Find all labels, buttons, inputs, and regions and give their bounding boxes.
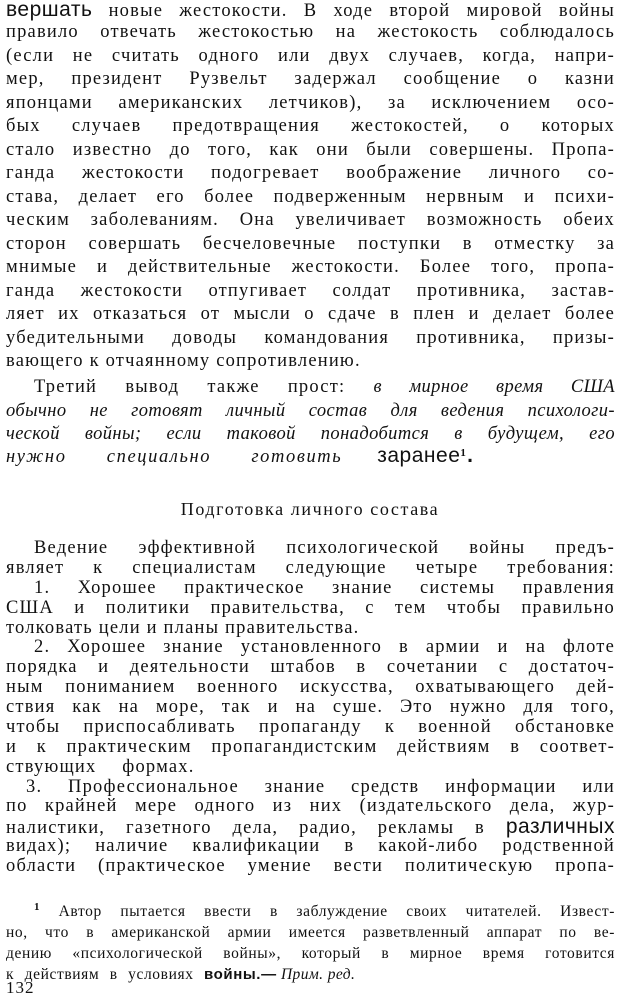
footnote-text: Автор пытается ввести в заблуждение своих читателей. Извест- <box>40 903 615 920</box>
text-line: бых случаев предотвращения жестокостей, о которых <box>6 116 615 136</box>
emphasis-word: различных <box>505 815 615 838</box>
conclusion-italic-text: нужно специально готовить <box>6 447 343 467</box>
text-line: 3. Профессиональное знание средств информации или <box>26 777 615 797</box>
text-line: Ведение эффективной психологической войны предъ- <box>34 538 615 558</box>
period: . <box>467 444 474 467</box>
footnote-bold-text: войны.— <box>204 966 277 983</box>
footnote-line <box>6 965 615 985</box>
text-line: (если не считать одного или двух случаев, когда, напри- <box>6 46 615 66</box>
conclusion-line: обычно не готовят личный состав для ведения психологи- <box>6 401 615 421</box>
text-line: США и политики правительства, с тем чтобы правильно <box>6 598 615 618</box>
text-line: по крайней мере одного из них (издательского дела, жур- <box>6 796 615 816</box>
text-line: японцами американских летчиков), за исключением осо- <box>6 93 615 113</box>
text-line: ляет их отказаться от мысли о сдаче в плен и делает более <box>6 304 615 324</box>
text-line: 1. Хорошее практическое знание системы правления <box>34 578 615 598</box>
footnote-line <box>34 902 615 922</box>
conclusion-normal-text: Третий вывод также прост: <box>34 377 346 397</box>
text-line: ческим заболеваниям. Она увеличивает возможность обеих <box>6 210 615 230</box>
text-line: области (практическое умение вести политическую пропа- <box>6 856 615 876</box>
text-line: и к практическим пропагандистским действиям в соответ- <box>6 737 615 757</box>
text-content: налистики, газетного дела, радио, рекламы в <box>6 818 485 838</box>
text-line: сторон совершать бесчеловечные поступки в отместку за <box>6 234 615 254</box>
conclusion-line: ческой войны; если таковой понадобится в будущем, его <box>6 424 615 444</box>
conclusion-italic-text: в мирное время США <box>373 377 615 397</box>
text-line: являет к специалистам следующие четыре требования: <box>6 558 615 578</box>
text-line: мнимые и действительные жестокости. Более того, пропа- <box>6 257 615 277</box>
page-number: 132 <box>6 978 35 997</box>
text-line: толковать цели и планы правительства. <box>6 618 360 638</box>
footnote-line: но, что в американской армии имеется разветвленный аппарат по ве- <box>6 924 615 941</box>
text-line: чтобы приспосабливать пропаганду к военной обстановке <box>6 717 615 737</box>
text-line: ствующих формах. <box>6 757 195 777</box>
text-line: ганда жестокости отпугивает солдат противника, застав- <box>6 281 615 301</box>
text-line: видах); наличие квалификации в какой-либо родственной <box>6 836 615 856</box>
text-line: става, делает его более подверженным нервным и психи- <box>6 187 615 207</box>
text-line: порядка и деятельности штабов в сочетании с достаточ- <box>6 657 615 677</box>
footnote-text: к действиям в условиях <box>6 966 205 983</box>
text-line: стало известно до того, как они были совершены. Пропа- <box>6 140 615 160</box>
footnote-marker: 1 <box>34 901 41 913</box>
footnote-line: дению «психологической войны», который в мирное время готовится <box>6 945 615 962</box>
footnote-editor-note: Прим. ред. <box>276 966 356 983</box>
text-line: ным пониманием военного искусства, охватывающего дей- <box>6 677 615 697</box>
text-line: убедительными доводы командования противника, призы- <box>6 328 615 348</box>
text-line: правило отвечать жестокостью на жестокость соблюдалось <box>6 22 615 42</box>
hyphen-continuation: вершать <box>6 0 93 21</box>
emphasis-word: заранее <box>377 444 461 467</box>
text-line: 2. Хорошее знание установленного в армии и на флоте <box>34 637 615 657</box>
footnote-reference: 1 <box>460 447 468 459</box>
text-content: новые жестокости. В ходе второй мировой войны <box>92 1 615 21</box>
text-line: мер, президент Рузвельт задержал сообщение о казни <box>6 69 615 89</box>
section-heading: Подготовка личного состава <box>180 499 440 519</box>
text-line: вающего к отчаянному сопротивлению. <box>6 351 361 371</box>
text-line: ствия как на море, так и на суше. Это нужно для того, <box>6 697 615 717</box>
text-line: ганда жестокости подогревает воображение личного со- <box>6 163 615 183</box>
